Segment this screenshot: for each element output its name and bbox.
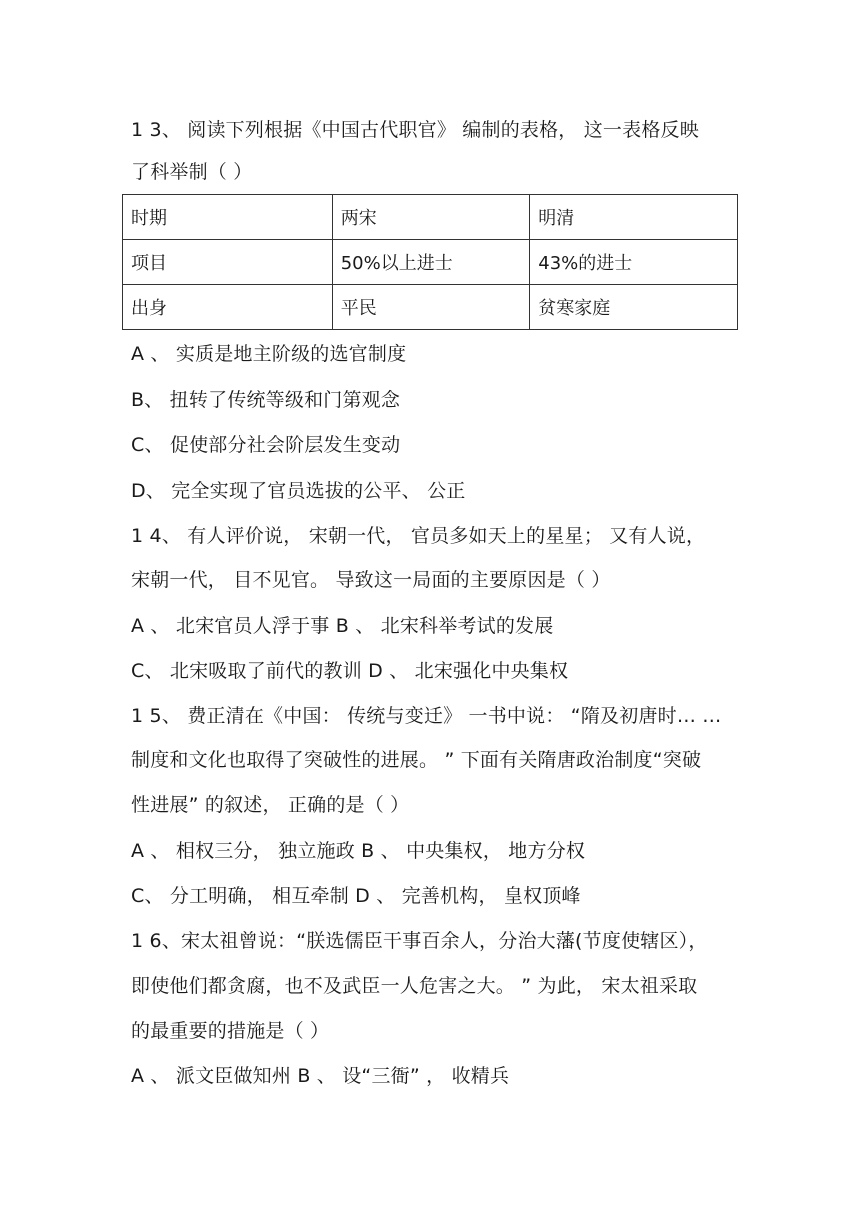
q16-options-line-1: A 、 派文臣做知州 B 、 设“三衙” ， 收精兵 <box>131 1065 510 1087</box>
q15-options-line-2: C、 分工明确， 相互牵制 D 、 完善机构， 皇权顶峰 <box>131 885 581 907</box>
table-cell: 两宋 <box>332 195 530 240</box>
q15-stem-line-1: 1 5、 费正清在《中国： 传统与变迁》 一书中说： “隋及初唐时… … <box>131 705 722 727</box>
q14-stem-line-1: 1 4、 有人评价说， 宋朝一代， 官员多如天上的星星； 又有人说， <box>131 525 706 547</box>
q13-option-d: D、 完全实现了官员选拔的公平、 公正 <box>131 480 466 502</box>
table-cell: 平民 <box>332 285 530 330</box>
table-cell: 贫寒家庭 <box>530 285 738 330</box>
q13-option-b: B、 扭转了传统等级和门第观念 <box>131 389 401 411</box>
q15-stem-line-3: 性进展” 的叙述， 正确的是（ ） <box>131 794 410 816</box>
table-row <box>123 285 738 330</box>
table-cell: 43%的进士 <box>530 240 738 285</box>
table-row <box>123 195 738 240</box>
table-cell: 50%以上进士 <box>332 240 530 285</box>
q13-stem-line-1: 1 3、 阅读下列根据《中国古代职官》 编制的表格， 这一表格反映 <box>131 119 699 141</box>
table-cell: 项目 <box>123 240 333 285</box>
q14-options-line-1: A 、 北宋官员人浮于事 B 、 北宋科举考试的发展 <box>131 615 554 637</box>
table-cell: 时期 <box>123 195 333 240</box>
q13-table <box>122 194 738 330</box>
table-cell: 出身 <box>123 285 333 330</box>
q14-options-line-2: C、 北宋吸取了前代的教训 D 、 北宋强化中央集权 <box>131 660 569 682</box>
q13-option-c: C、 促使部分社会阶层发生变动 <box>131 434 401 456</box>
table-cell: 明清 <box>530 195 738 240</box>
q16-stem-line-1: 1 6、宋太祖曾说：“朕选儒臣干事百余人，分治大藩(节度使辖区）， <box>131 930 708 952</box>
q13-option-a: A 、 实质是地主阶级的选官制度 <box>131 343 407 365</box>
q15-options-line-1: A 、 相权三分， 独立施政 B 、 中央集权， 地方分权 <box>131 840 586 862</box>
q14-stem-line-2: 宋朝一代， 目不见官。 导致这一局面的主要原因是（ ） <box>131 569 611 591</box>
q15-stem-line-2: 制度和文化也取得了突破性的进展。 ” 下面有关隋唐政治制度“突破 <box>131 749 702 771</box>
table-row <box>123 240 738 285</box>
q16-stem-line-2: 即使他们都贪腐，也不及武臣一人危害之大。 ” 为此， 宋太祖采取 <box>131 975 698 997</box>
q16-stem-line-3: 的最重要的措施是（ ） <box>131 1020 330 1042</box>
q13-stem-line-2: 了科举制（ ） <box>131 161 253 183</box>
